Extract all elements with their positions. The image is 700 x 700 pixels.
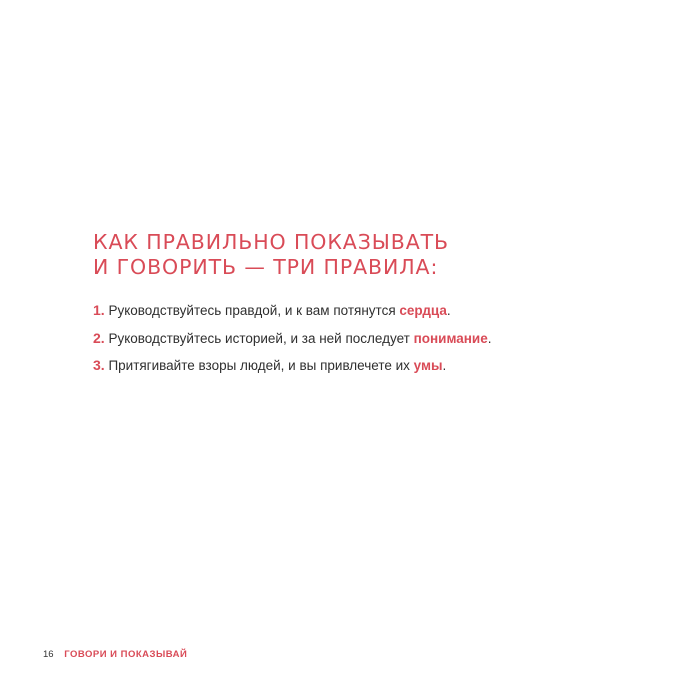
rule-text: Руководствуйтесь правдой, и к вам потянутся — [104, 303, 400, 318]
rules-list — [93, 300, 653, 376]
page-footer — [43, 649, 187, 661]
rule-number: 3. — [93, 357, 105, 373]
section-heading — [93, 230, 653, 280]
heading-line-2: И ГОВОРИТЬ — ТРИ ПРАВИЛА: — [93, 255, 439, 279]
running-title: ГОВОРИ И ПОКАЗЫВАЙ — [64, 649, 188, 660]
heading-line-1: КАК ПРАВИЛЬНО ПОКАЗЫВАТЬ — [93, 230, 450, 254]
rule-text: Руководствуйтесь историей, и за ней последует — [104, 330, 414, 346]
rule-item-3 — [93, 355, 653, 376]
rule-highlight: понимание — [413, 330, 488, 346]
page-number: 16 — [43, 649, 54, 660]
rule-end: . — [442, 358, 447, 373]
rule-item-2 — [93, 328, 653, 349]
rule-item-1 — [93, 300, 653, 321]
main-content — [93, 230, 653, 383]
rule-end: . — [487, 330, 492, 346]
rule-number: 1. — [93, 302, 105, 318]
rule-number: 2. — [93, 329, 105, 346]
rule-highlight: сердца — [399, 303, 447, 318]
rule-text: Притягивайте взоры людей, и вы привлечете их — [104, 358, 414, 373]
rule-end: . — [446, 303, 451, 318]
rule-highlight: умы — [413, 358, 443, 373]
